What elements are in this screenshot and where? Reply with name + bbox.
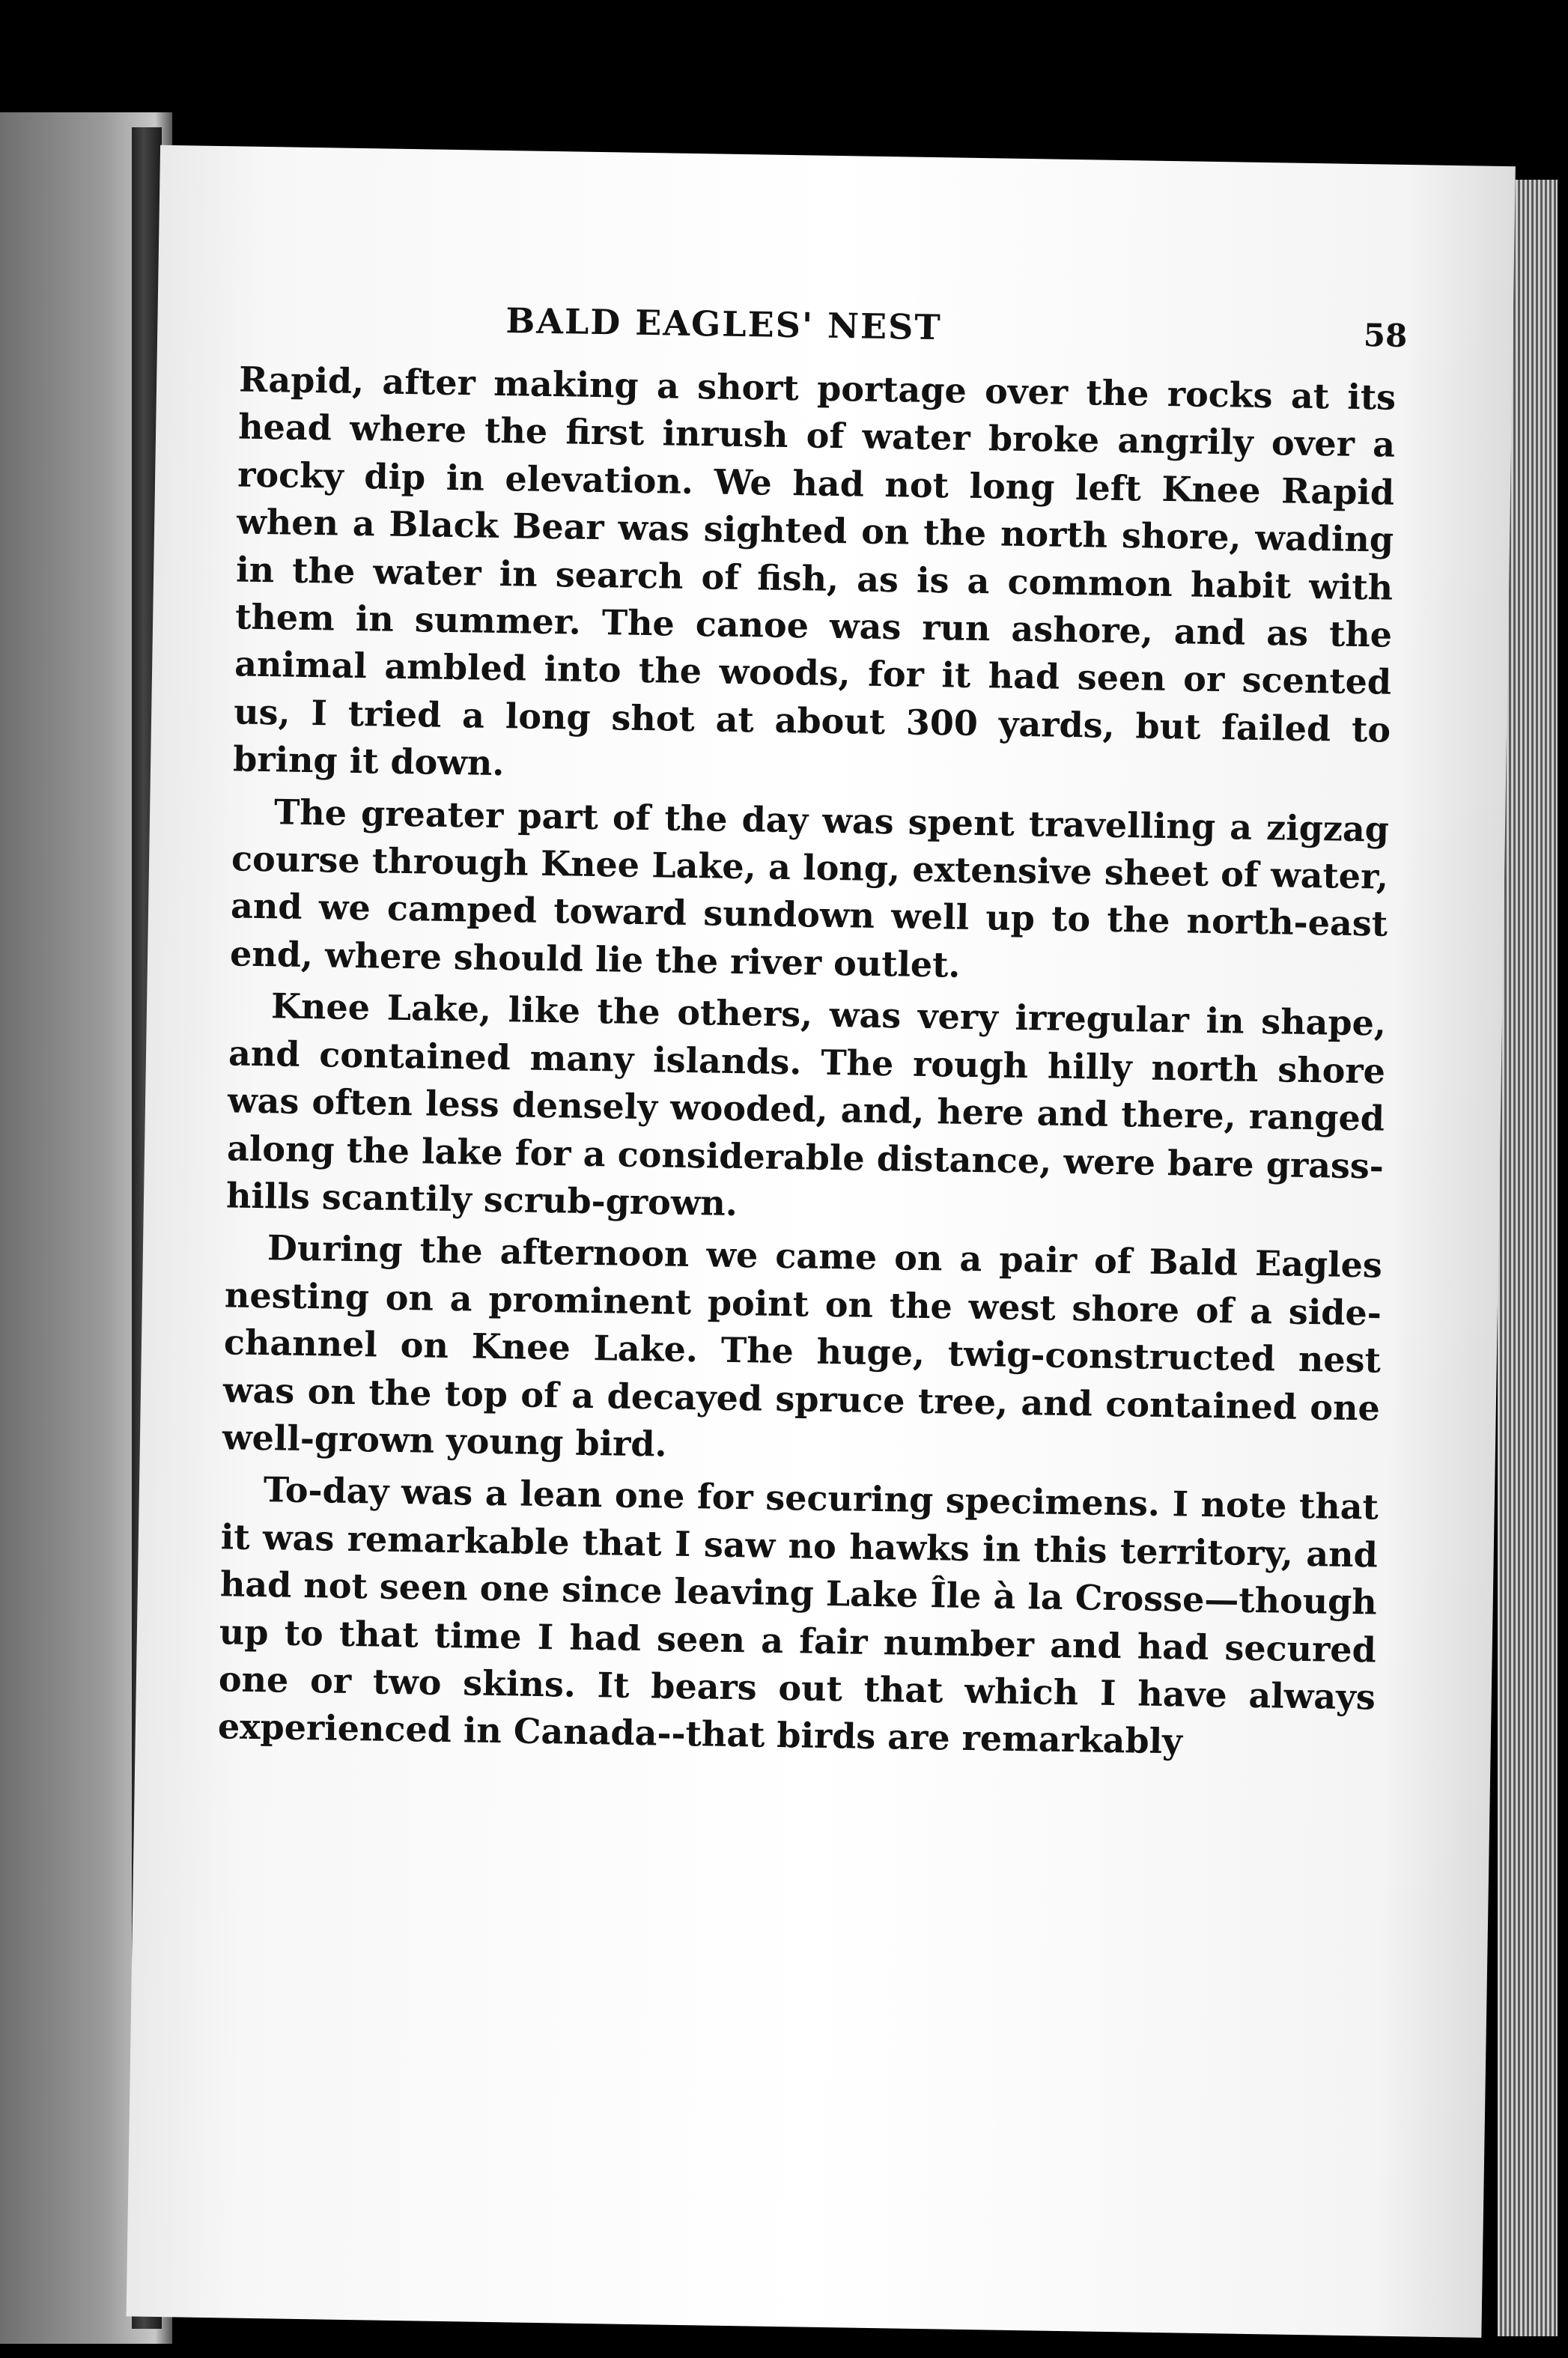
page-number: 58: [1363, 317, 1408, 354]
paragraph: Rapid, after making a short portage over the rocks at its head where the first inrush of water broke angrily over a rocky dip in elevation. We had not long left Knee Rapid when a Black Bear was sighted on the north shore, wading in the water in search of fish, as is a common habit with them in summer. The canoe was run ashore, and as the animal ambled into the woods, for it had seen or scented us, I tried a long shot at about 300 yards, but failed to bring it down.: [232, 359, 1397, 784]
paragraph: The greater part of the day was spent travelling a zigzag course through Knee Lake, a long, extensive sheet of water, and we camped toward sundown well up to the north-east end, where should lie the river outlet.: [229, 791, 1390, 985]
paragraph: During the afternoon we came on a pair of Bald Eagles nesting on a prominent point on the west shore of a side-channel on Knee Lake. The huge, twig-constructed nest was on the top of a decayed spruce tree, and contained one well-grown young bird.: [222, 1227, 1383, 1465]
running-head-title: BALD EAGLES' NEST: [505, 300, 942, 348]
book-page: [127, 145, 1516, 2338]
paragraph: Knee Lake, like the others, was very irregular in shape, and contained many islands. The rough hilly north shore was often less densely wooded, and, here and there, ranged along the lake for a considerable distance, were bare grass-hills scantily scrub-grown.: [225, 985, 1387, 1224]
paragraph: To-day was a lean one for securing specimens. I note that it was remarkable that I saw no hawks in this territory, and had not seen one since leaving Lake Île à la Crosse—though up to that time I had seen a fair number and had secured one or two skins. It bears out that which I have always experienced in Canada--that birds are remarkably: [217, 1469, 1379, 1762]
page-text: [217, 296, 1408, 1769]
